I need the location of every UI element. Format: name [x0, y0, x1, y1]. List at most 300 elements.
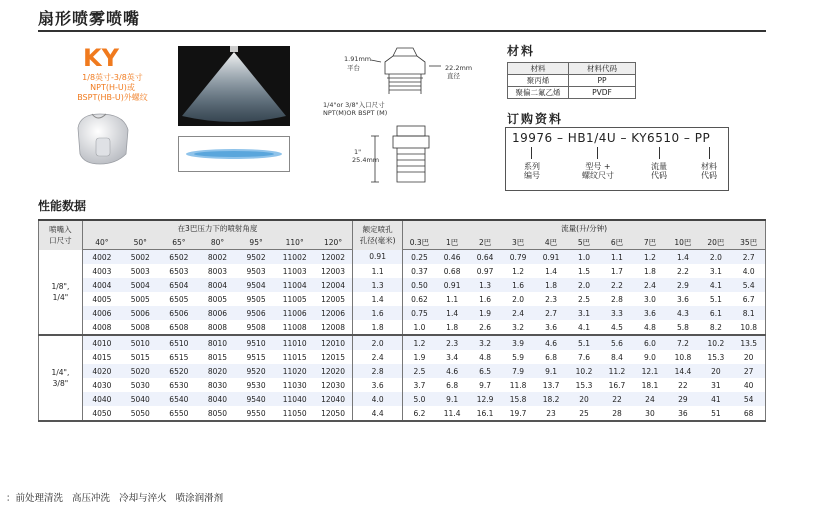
angle-code-cell: 6508	[160, 320, 199, 335]
angle-code-cell: 11005	[275, 292, 314, 306]
flow-cell: 0.79	[502, 250, 535, 265]
flow-cell: 1.9	[469, 306, 502, 320]
flow-cell: 5.6	[601, 335, 634, 350]
angle-code-cell: 12030	[314, 378, 353, 392]
angle-code-cell: 9504	[237, 278, 276, 292]
angle-code-cell: 6540	[160, 392, 199, 406]
angle-code-cell: 11003	[275, 264, 314, 278]
flow-cell: 31	[699, 378, 732, 392]
thread-info-line: NPT(H-U)或	[90, 83, 135, 92]
angle-column-header: 65°	[160, 235, 199, 250]
angle-code-cell: 6502	[160, 250, 199, 265]
flow-cell: 1.1	[436, 292, 469, 306]
flow-cell: 2.7	[535, 306, 568, 320]
orifice-cell: 2.0	[353, 335, 403, 350]
angle-code-cell: 12004	[314, 278, 353, 292]
flow-cell: 4.6	[535, 335, 568, 350]
flow-cell: 2.5	[403, 364, 436, 378]
flow-cell: 3.1	[699, 264, 732, 278]
angle-code-cell: 5003	[121, 264, 160, 278]
materials-cell: PVDF	[569, 87, 636, 99]
pressure-column-header: 10巴	[666, 235, 699, 250]
flow-cell: 0.62	[403, 292, 436, 306]
angle-code-cell: 6504	[160, 278, 199, 292]
flow-cell: 4.5	[601, 320, 634, 335]
flow-cell: 0.91	[535, 250, 568, 265]
flow-cell: 7.2	[666, 335, 699, 350]
flow-cell: 11.8	[502, 378, 535, 392]
angle-code-cell: 4002	[82, 250, 121, 265]
angle-code-cell: 5002	[121, 250, 160, 265]
pressure-column-header: 35巴	[732, 235, 765, 250]
angle-column-header: 110°	[275, 235, 314, 250]
flow-cell: 4.3	[666, 306, 699, 320]
flow-cell: 19.7	[502, 406, 535, 421]
materials-table	[507, 62, 636, 99]
angle-code-cell: 5006	[121, 306, 160, 320]
dimension-label: 平台	[347, 64, 360, 72]
dimension-label: 直径	[447, 72, 460, 80]
angle-code-cell: 11020	[275, 364, 314, 378]
angle-code-cell: 5005	[121, 292, 160, 306]
pressure-column-header: 4巴	[535, 235, 568, 250]
flow-cell: 2.7	[732, 250, 765, 265]
table-row	[39, 292, 766, 306]
nozzle-photo	[68, 108, 138, 166]
flow-cell: 10.8	[666, 350, 699, 364]
flow-cell: 15.8	[502, 392, 535, 406]
flow-cell: 10.2	[699, 335, 732, 350]
angle-code-cell: 11008	[275, 320, 314, 335]
flow-cell: 40	[732, 378, 765, 392]
angle-code-cell: 5015	[121, 350, 160, 364]
angle-code-cell: 5030	[121, 378, 160, 392]
angle-code-cell: 8002	[198, 250, 237, 265]
angle-code-cell: 4030	[82, 378, 121, 392]
flow-cell: 1.5	[568, 264, 601, 278]
flow-cell: 22	[601, 392, 634, 406]
orifice-cell: 1.6	[353, 306, 403, 320]
dimension-label: 22.2mm	[445, 64, 473, 72]
flow-cell: 2.9	[666, 278, 699, 292]
order-tick	[659, 147, 660, 159]
pressure-column-header: 0.3巴	[403, 235, 436, 250]
flow-cell: 2.2	[601, 278, 634, 292]
order-tick	[531, 147, 532, 159]
angle-code-cell: 6550	[160, 406, 199, 421]
angle-code-cell: 11015	[275, 350, 314, 364]
flow-cell: 4.1	[699, 278, 732, 292]
flow-cell: 6.2	[403, 406, 436, 421]
dimension-label: NPT(M)OR BSPT (M)	[323, 109, 388, 117]
applications-text: ：前处理清洗 高压冲洗 冷却与淬火 喷涂润滑剂	[6, 493, 224, 504]
flow-cell: 41	[699, 392, 732, 406]
angle-code-cell: 9540	[237, 392, 276, 406]
flow-cell: 7.6	[568, 350, 601, 364]
flow-cell: 5.9	[502, 350, 535, 364]
angle-code-cell: 8040	[198, 392, 237, 406]
flow-cell: 20	[568, 392, 601, 406]
angle-code-cell: 8004	[198, 278, 237, 292]
angle-column-header: 50°	[121, 235, 160, 250]
flow-cell: 1.2	[633, 250, 666, 265]
materials-heading: 材料	[507, 44, 536, 58]
flow-cell: 16.7	[601, 378, 634, 392]
flow-cell: 3.2	[502, 320, 535, 335]
flow-cell: 13.7	[535, 378, 568, 392]
angle-code-cell: 4015	[82, 350, 121, 364]
flow-cell: 3.7	[403, 378, 436, 392]
flow-cell: 10.2	[568, 364, 601, 378]
flow-cell: 15.3	[699, 350, 732, 364]
angle-column-header: 120°	[314, 235, 353, 250]
flow-cell: 8.4	[601, 350, 634, 364]
angle-code-cell: 11010	[275, 335, 314, 350]
flow-cell: 5.0	[403, 392, 436, 406]
flow-cell: 1.8	[535, 278, 568, 292]
flow-cell: 2.2	[666, 264, 699, 278]
dimension-label: 25.4mm	[352, 156, 380, 164]
flow-cell: 1.2	[502, 264, 535, 278]
order-label: 型号 + 螺纹尺寸	[582, 162, 614, 180]
flow-cell: 8.1	[732, 306, 765, 320]
angle-code-cell: 11002	[275, 250, 314, 265]
materials-header-cell: 材料	[508, 63, 569, 75]
table-row	[39, 320, 766, 335]
table-row	[39, 364, 766, 378]
thread-info-line: 1/8英寸-3/8英寸	[82, 73, 143, 82]
flow-cell: 0.91	[436, 278, 469, 292]
flow-cell: 3.6	[535, 320, 568, 335]
orifice-cell: 4.4	[353, 406, 403, 421]
order-label: 系列 编号	[524, 162, 540, 180]
angle-code-cell: 11040	[275, 392, 314, 406]
dimension-label: 1/4"or 3/8"入口尺寸	[323, 101, 385, 109]
angle-code-cell: 6520	[160, 364, 199, 378]
angle-code-cell: 9503	[237, 264, 276, 278]
flow-cell: 51	[699, 406, 732, 421]
flow-cell: 11.4	[436, 406, 469, 421]
angle-code-cell: 5040	[121, 392, 160, 406]
flow-cell: 12.1	[633, 364, 666, 378]
order-label: 材料 代码	[701, 162, 717, 180]
table-row	[39, 250, 766, 265]
angle-code-cell: 9510	[237, 335, 276, 350]
materials-cell: PP	[569, 75, 636, 87]
angle-code-cell: 11004	[275, 278, 314, 292]
flow-cell: 1.8	[436, 320, 469, 335]
flow-cell: 3.4	[436, 350, 469, 364]
flow-cell: 6.0	[633, 335, 666, 350]
flow-cell: 5.4	[732, 278, 765, 292]
angle-code-cell: 6505	[160, 292, 199, 306]
flow-cell: 2.3	[436, 335, 469, 350]
flow-cell: 1.2	[403, 335, 436, 350]
angle-code-cell: 8015	[198, 350, 237, 364]
angle-column-header: 80°	[198, 235, 237, 250]
angle-code-cell: 4040	[82, 392, 121, 406]
angle-code-cell: 5010	[121, 335, 160, 350]
table-row	[39, 335, 766, 350]
table-row	[39, 350, 766, 364]
angle-code-cell: 9550	[237, 406, 276, 421]
orifice-cell: 4.0	[353, 392, 403, 406]
size-header: 喷嘴入 口尺寸	[39, 220, 83, 250]
table-row	[39, 306, 766, 320]
flow-cell: 25	[568, 406, 601, 421]
flow-cell: 12.9	[469, 392, 502, 406]
pressure-column-header: 3巴	[502, 235, 535, 250]
flow-cell: 15.3	[568, 378, 601, 392]
flow-cell: 5.1	[699, 292, 732, 306]
flow-cell: 6.7	[732, 292, 765, 306]
pressure-column-header: 5巴	[568, 235, 601, 250]
flow-cell: 2.0	[502, 292, 535, 306]
orifice-cell: 1.4	[353, 292, 403, 306]
orifice-cell: 0.91	[353, 250, 403, 265]
flow-cell: 6.8	[535, 350, 568, 364]
angle-code-cell: 12005	[314, 292, 353, 306]
flow-cell: 0.97	[469, 264, 502, 278]
order-tick	[709, 147, 710, 159]
angle-code-cell: 11030	[275, 378, 314, 392]
order-label: 流量 代码	[651, 162, 667, 180]
flow-cell: 3.1	[568, 306, 601, 320]
materials-cell: 聚偏二氟乙烯	[508, 87, 569, 99]
spray-photo	[178, 46, 290, 126]
flow-cell: 4.1	[568, 320, 601, 335]
inlet-size-cell: 1/8", 1/4"	[39, 250, 83, 336]
table-row	[39, 278, 766, 292]
flow-cell: 1.1	[601, 250, 634, 265]
flow-cell: 0.50	[403, 278, 436, 292]
angle-code-cell: 4006	[82, 306, 121, 320]
flow-cell: 68	[732, 406, 765, 421]
flow-cell: 1.8	[633, 264, 666, 278]
angle-code-cell: 8006	[198, 306, 237, 320]
flow-cell: 1.0	[403, 320, 436, 335]
flow-cell: 5.1	[568, 335, 601, 350]
flow-cell: 2.0	[568, 278, 601, 292]
angle-code-cell: 9520	[237, 364, 276, 378]
flow-cell: 0.75	[403, 306, 436, 320]
page-title: 扇形喷雾喷嘴	[38, 9, 141, 28]
angle-code-cell: 8010	[198, 335, 237, 350]
flow-cell: 1.3	[469, 278, 502, 292]
angle-column-header: 95°	[237, 235, 276, 250]
angle-code-cell: 12020	[314, 364, 353, 378]
angle-code-cell: 4050	[82, 406, 121, 421]
angle-code-cell: 11050	[275, 406, 314, 421]
flow-cell: 9.1	[535, 364, 568, 378]
angle-code-cell: 5004	[121, 278, 160, 292]
flow-cell: 0.37	[403, 264, 436, 278]
flow-cell: 6.8	[436, 378, 469, 392]
angle-code-cell: 6515	[160, 350, 199, 364]
orifice-cell: 2.4	[353, 350, 403, 364]
flow-cell: 28	[601, 406, 634, 421]
flow-cell: 2.4	[633, 278, 666, 292]
angle-code-cell: 6506	[160, 306, 199, 320]
angle-code-cell: 4003	[82, 264, 121, 278]
flow-cell: 4.6	[436, 364, 469, 378]
pressure-column-header: 1巴	[436, 235, 469, 250]
angle-code-cell: 12008	[314, 320, 353, 335]
flow-cell: 1.4	[436, 306, 469, 320]
thread-info-line: BSPT(HB-U)外螺纹	[77, 93, 148, 102]
angle-code-cell: 9508	[237, 320, 276, 335]
flow-cell: 27	[732, 364, 765, 378]
angle-code-cell: 12015	[314, 350, 353, 364]
angle-code-cell: 12040	[314, 392, 353, 406]
angle-code-cell: 9505	[237, 292, 276, 306]
flow-cell: 3.6	[666, 292, 699, 306]
angle-code-cell: 12003	[314, 264, 353, 278]
flow-cell: 7.9	[502, 364, 535, 378]
angle-code-cell: 5008	[121, 320, 160, 335]
flow-cell: 10.8	[732, 320, 765, 335]
flow-cell: 1.4	[666, 250, 699, 265]
flow-cell: 2.3	[535, 292, 568, 306]
flow-cell: 1.0	[568, 250, 601, 265]
inlet-size-cell: 1/4", 3/8"	[39, 335, 83, 421]
pressure-column-header: 2巴	[469, 235, 502, 250]
flow-cell: 5.8	[666, 320, 699, 335]
table-row	[39, 392, 766, 406]
flow-cell: 3.2	[469, 335, 502, 350]
angle-code-cell: 8005	[198, 292, 237, 306]
materials-cell: 聚丙烯	[508, 75, 569, 87]
dimension-label: 1"	[354, 148, 362, 156]
table-row	[39, 406, 766, 421]
flow-cell: 1.4	[535, 264, 568, 278]
flow-cell: 2.4	[502, 306, 535, 320]
angle-code-cell: 8020	[198, 364, 237, 378]
angle-code-cell: 11006	[275, 306, 314, 320]
angle-code-cell: 12006	[314, 306, 353, 320]
pressure-column-header: 6巴	[601, 235, 634, 250]
angle-group-header: 在3巴压力下的喷射角度	[82, 220, 352, 235]
angle-code-cell: 12002	[314, 250, 353, 265]
pressure-column-header: 7巴	[633, 235, 666, 250]
flow-cell: 4.8	[469, 350, 502, 364]
flow-cell: 20	[732, 350, 765, 364]
performance-heading: 性能数据	[38, 199, 87, 213]
pressure-column-header: 20巴	[699, 235, 732, 250]
flow-cell: 18.2	[535, 392, 568, 406]
orifice-cell: 2.8	[353, 364, 403, 378]
orifice-cell: 3.6	[353, 378, 403, 392]
angle-code-cell: 12050	[314, 406, 353, 421]
flow-cell: 4.8	[633, 320, 666, 335]
flow-cell: 8.2	[699, 320, 732, 335]
flow-cell: 0.25	[403, 250, 436, 265]
flow-cell: 9.0	[633, 350, 666, 364]
ordering-heading: 订购资料	[507, 112, 564, 126]
flow-cell: 54	[732, 392, 765, 406]
flow-cell: 23	[535, 406, 568, 421]
angle-code-cell: 8003	[198, 264, 237, 278]
angle-code-cell: 9506	[237, 306, 276, 320]
flow-cell: 3.9	[502, 335, 535, 350]
flow-cell: 1.6	[469, 292, 502, 306]
flow-cell: 30	[633, 406, 666, 421]
order-tick	[597, 147, 598, 159]
angle-code-cell: 4010	[82, 335, 121, 350]
flow-cell: 16.1	[469, 406, 502, 421]
orifice-cell: 1.1	[353, 264, 403, 278]
ordering-code: 19976 – HB1/4U – KY6510 – PP	[512, 131, 711, 145]
angle-code-cell: 4004	[82, 278, 121, 292]
flow-cell: 24	[633, 392, 666, 406]
flow-cell: 9.1	[436, 392, 469, 406]
flow-cell: 9.7	[469, 378, 502, 392]
dimension-label: 1.91mm	[344, 55, 372, 63]
flow-cell: 2.0	[699, 250, 732, 265]
flow-cell: 0.64	[469, 250, 502, 265]
performance-table	[38, 219, 766, 422]
flow-cell: 4.0	[732, 264, 765, 278]
title-divider	[38, 30, 766, 32]
angle-column-header: 40°	[82, 235, 121, 250]
angle-code-cell: 8050	[198, 406, 237, 421]
flow-cell: 14.4	[666, 364, 699, 378]
flow-cell: 36	[666, 406, 699, 421]
table-row	[39, 264, 766, 278]
flow-cell: 1.9	[403, 350, 436, 364]
flow-cell: 2.5	[568, 292, 601, 306]
angle-code-cell: 5050	[121, 406, 160, 421]
flow-cell: 6.1	[699, 306, 732, 320]
flow-cell: 6.5	[469, 364, 502, 378]
model-name: KY	[83, 44, 119, 72]
angle-code-cell: 4020	[82, 364, 121, 378]
angle-code-cell: 6530	[160, 378, 199, 392]
orifice-cell: 1.3	[353, 278, 403, 292]
angle-code-cell: 6510	[160, 335, 199, 350]
angle-code-cell: 9502	[237, 250, 276, 265]
angle-code-cell: 5020	[121, 364, 160, 378]
materials-header-cell: 材料代码	[569, 63, 636, 75]
angle-code-cell: 12010	[314, 335, 353, 350]
flow-cell: 1.7	[601, 264, 634, 278]
flow-cell: 3.3	[601, 306, 634, 320]
flow-cell: 3.0	[633, 292, 666, 306]
angle-code-cell: 9515	[237, 350, 276, 364]
angle-code-cell: 6503	[160, 264, 199, 278]
angle-code-cell: 4008	[82, 320, 121, 335]
flow-cell: 2.8	[601, 292, 634, 306]
flow-cell: 0.68	[436, 264, 469, 278]
flow-cell: 3.6	[633, 306, 666, 320]
flow-group-header: 流量(升/分钟)	[403, 220, 766, 235]
angle-code-cell: 4005	[82, 292, 121, 306]
angle-code-cell: 8030	[198, 378, 237, 392]
flow-cell: 0.46	[436, 250, 469, 265]
orifice-cell: 1.8	[353, 320, 403, 335]
table-row	[39, 378, 766, 392]
flow-cell: 29	[666, 392, 699, 406]
flow-cell: 18.1	[633, 378, 666, 392]
flow-cell: 2.6	[469, 320, 502, 335]
spray-pattern-diagram	[178, 136, 290, 172]
angle-code-cell: 9530	[237, 378, 276, 392]
flow-cell: 22	[666, 378, 699, 392]
flow-cell: 13.5	[732, 335, 765, 350]
orifice-header: 额定喷孔 孔径(毫米)	[353, 220, 403, 250]
angle-code-cell: 8008	[198, 320, 237, 335]
flow-cell: 11.2	[601, 364, 634, 378]
